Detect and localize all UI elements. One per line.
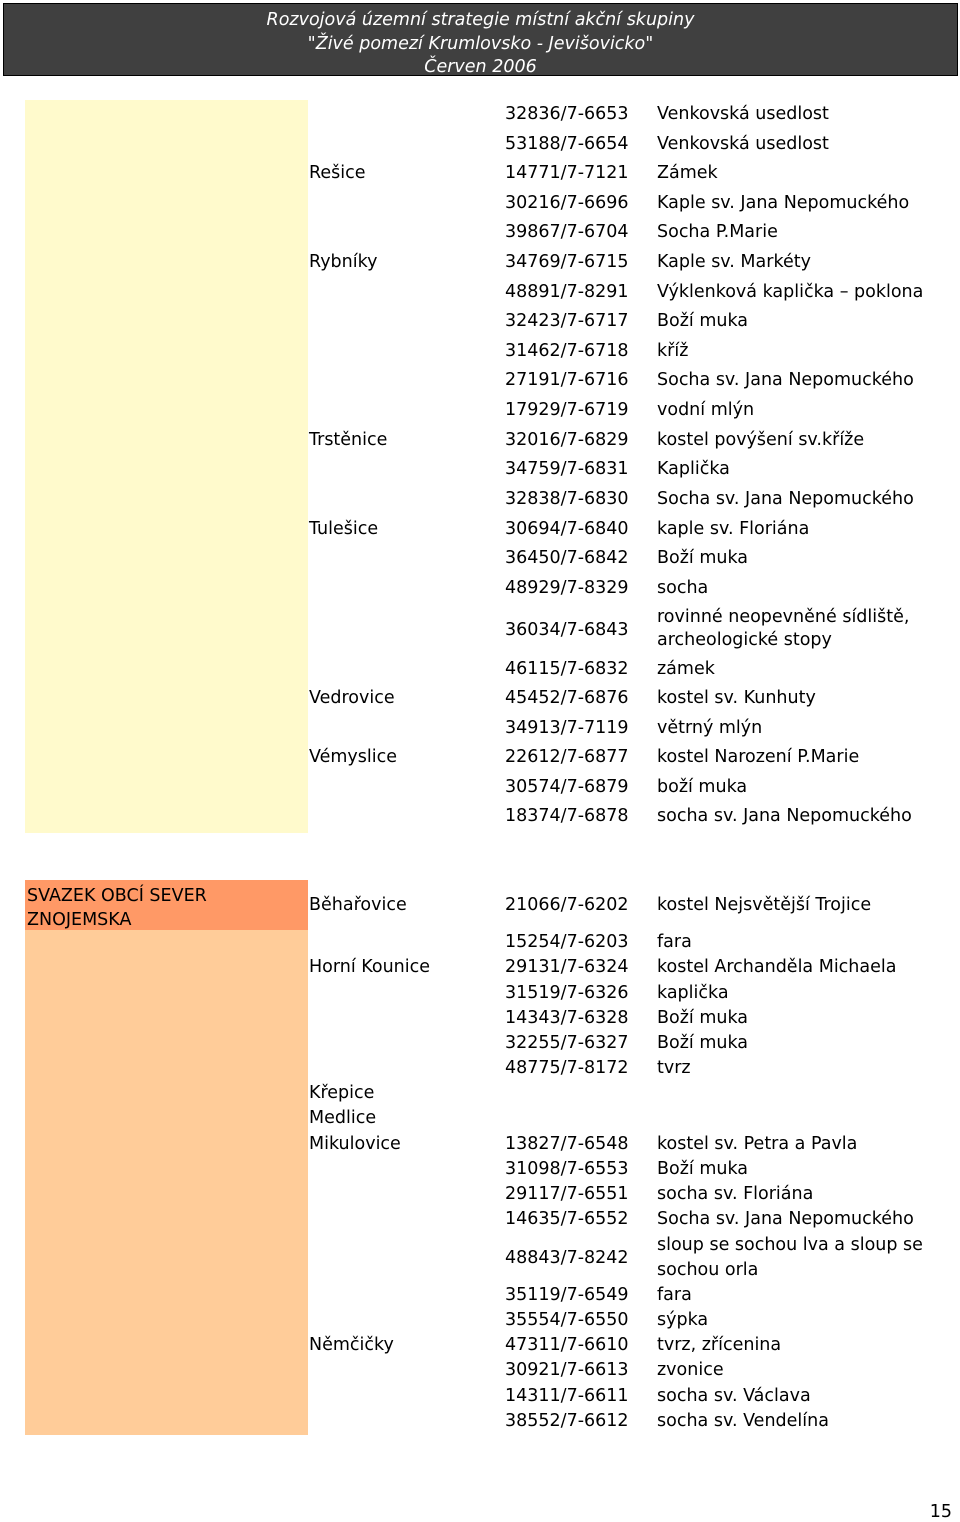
monument-cell: větrný mlýn [657, 718, 763, 738]
municipality-cell: Mikulovice [309, 1134, 401, 1154]
monument-cell: Boží muka [657, 311, 749, 331]
municipality-cell: Tulešice [309, 519, 379, 539]
monument-cell: rovinné neopevněné sídliště, [657, 607, 910, 627]
group-label: SVAZEK OBCÍ SEVER ZNOJEMSKA [27, 886, 207, 930]
registry-code-cell: 32423/7-6717 [505, 311, 629, 331]
table2-group-column [25, 880, 308, 1435]
registry-code-cell: 30694/7-6840 [505, 519, 629, 539]
registry-code-cell: 14771/7-7121 [505, 163, 629, 183]
registry-code-cell: 22612/7-6877 [505, 747, 629, 767]
monument-cell: zámek [657, 659, 715, 679]
registry-code-cell: 14635/7-6552 [505, 1209, 629, 1229]
registry-code-cell: 30216/7-6696 [505, 193, 629, 213]
monument-cell: Socha P.Marie [657, 222, 778, 242]
registry-code-cell: 31519/7-6326 [505, 983, 629, 1003]
document-header [3, 3, 958, 76]
monument-cell: Kaple sv. Jana Nepomuckého [657, 193, 910, 213]
municipality-cell: Běhařovice [309, 895, 407, 915]
monument-cell: socha sv. Václava [657, 1386, 811, 1406]
registry-code-cell: 31098/7-6553 [505, 1159, 629, 1179]
header-title: Rozvojová územní strategie místní akční skupiny [266, 10, 695, 30]
registry-code-cell: 32838/7-6830 [505, 489, 629, 509]
monument-cell: Výklenková kaplička – poklona [657, 282, 924, 302]
monument-cell: Kaplička [657, 459, 730, 479]
monument-cell: fara [657, 1285, 692, 1305]
monument-cell-line2: sochou orla [657, 1260, 759, 1280]
registry-code-cell: 35119/7-6549 [505, 1285, 629, 1305]
registry-code-cell: 39867/7-6704 [505, 222, 629, 242]
municipality-cell: Rybníky [309, 252, 378, 272]
monument-cell: kostel sv. Petra a Pavla [657, 1134, 858, 1154]
registry-code-cell: 29131/7-6324 [505, 957, 629, 977]
monument-cell: kostel sv. Kunhuty [657, 688, 816, 708]
registry-code-cell: 34759/7-6831 [505, 459, 629, 479]
registry-code-cell: 32836/7-6653 [505, 104, 629, 124]
registry-code-cell: 34913/7-7119 [505, 718, 629, 738]
table2-group-header [25, 880, 308, 930]
monument-cell: socha sv. Floriána [657, 1184, 814, 1204]
monument-cell: zvonice [657, 1360, 724, 1380]
monument-cell: sloup se sochou lva a sloup se [657, 1235, 923, 1255]
monument-cell: boží muka [657, 777, 748, 797]
registry-code-cell: 46115/7-6832 [505, 659, 629, 679]
registry-code-cell: 32255/7-6327 [505, 1033, 629, 1053]
registry-code-cell: 13827/7-6548 [505, 1134, 629, 1154]
registry-code-cell: 45452/7-6876 [505, 688, 629, 708]
registry-code-cell: 38552/7-6612 [505, 1411, 629, 1431]
municipality-cell: Němčičky [309, 1335, 394, 1355]
monument-cell: Zámek [657, 163, 718, 183]
table1-group-column [25, 100, 308, 833]
monument-cell: kostel povýšení sv.kříže [657, 430, 865, 450]
monument-cell: Boží muka [657, 1008, 749, 1028]
municipality-cell: Vémyslice [309, 747, 398, 767]
monument-cell: kostel Narození P.Marie [657, 747, 860, 767]
registry-code-cell: 14343/7-6328 [505, 1008, 629, 1028]
municipality-cell: Křepice [309, 1083, 375, 1103]
monument-cell: Kaple sv. Markéty [657, 252, 811, 272]
registry-code-cell: 36034/7-6843 [505, 620, 629, 640]
municipality-cell: Horní Kounice [309, 957, 431, 977]
monument-cell: socha sv. Vendelína [657, 1411, 829, 1431]
registry-code-cell: 27191/7-6716 [505, 370, 629, 390]
municipality-cell: Rešice [309, 163, 366, 183]
registry-code-cell: 29117/7-6551 [505, 1184, 629, 1204]
header-subtitle: "Živé pomezí Krumlovsko - Jevišovicko" [307, 33, 654, 54]
monument-cell: tvrz, zřícenina [657, 1335, 782, 1355]
registry-code-cell: 31462/7-6718 [505, 341, 629, 361]
registry-code-cell: 47311/7-6610 [505, 1335, 629, 1355]
monument-cell: kaplička [657, 983, 729, 1003]
monument-cell: kříž [657, 341, 689, 361]
monument-cell: kostel Nejsvětější Trojice [657, 895, 872, 915]
registry-code-cell: 14311/7-6611 [505, 1386, 629, 1406]
monument-cell: socha [657, 578, 709, 598]
registry-code-cell: 48775/7-8172 [505, 1058, 629, 1078]
monument-cell: fara [657, 932, 692, 952]
registry-code-cell: 30574/7-6879 [505, 777, 629, 797]
registry-code-cell: 30921/7-6613 [505, 1360, 629, 1380]
monument-cell: Socha sv. Jana Nepomuckého [657, 370, 914, 390]
header-date: Červen 2006 [424, 57, 537, 77]
registry-code-cell: 35554/7-6550 [505, 1310, 629, 1330]
registry-code-cell: 32016/7-6829 [505, 430, 629, 450]
registry-code-cell: 21066/7-6202 [505, 895, 629, 915]
monument-cell: socha sv. Jana Nepomuckého [657, 806, 912, 826]
monument-cell: Boží muka [657, 1159, 749, 1179]
monument-cell: Boží muka [657, 1033, 749, 1053]
registry-code-cell: 48929/7-8329 [505, 578, 629, 598]
monument-cell: Boží muka [657, 548, 749, 568]
monument-cell: kostel Archanděla Michaela [657, 957, 897, 977]
monument-cell: vodní mlýn [657, 400, 755, 420]
monument-cell: sýpka [657, 1310, 709, 1330]
registry-code-cell: 48843/7-8242 [505, 1248, 629, 1268]
monument-cell-line2: archeologické stopy [657, 630, 832, 650]
monument-cell: tvrz [657, 1058, 691, 1078]
registry-code-cell: 17929/7-6719 [505, 400, 629, 420]
monument-cell: Socha sv. Jana Nepomuckého [657, 1209, 914, 1229]
monument-cell: Venkovská usedlost [657, 104, 829, 124]
registry-code-cell: 36450/7-6842 [505, 548, 629, 568]
registry-code-cell: 18374/7-6878 [505, 806, 629, 826]
registry-code-cell: 53188/7-6654 [505, 134, 629, 154]
registry-code-cell: 34769/7-6715 [505, 252, 629, 272]
municipality-cell: Trstěnice [309, 430, 388, 450]
registry-code-cell: 15254/7-6203 [505, 932, 629, 952]
page-number: 15 [929, 1502, 952, 1522]
registry-code-cell: 48891/7-8291 [505, 282, 629, 302]
monument-cell: kaple sv. Floriána [657, 519, 810, 539]
monument-cell: Socha sv. Jana Nepomuckého [657, 489, 914, 509]
monument-cell: Venkovská usedlost [657, 134, 829, 154]
municipality-cell: Medlice [309, 1108, 377, 1128]
municipality-cell: Vedrovice [309, 688, 395, 708]
